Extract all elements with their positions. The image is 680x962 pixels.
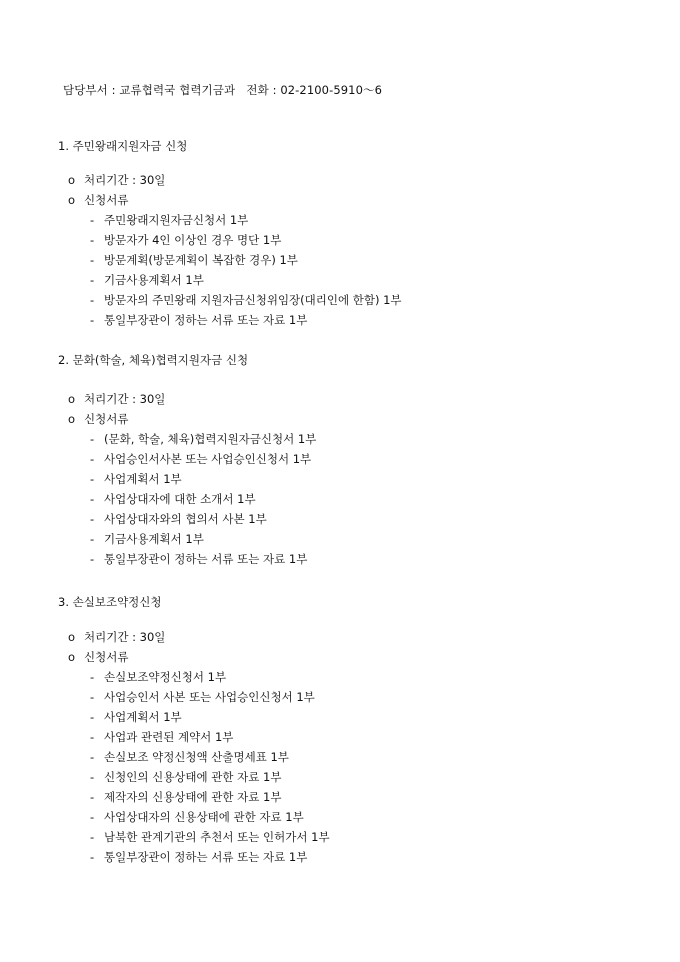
- section-title: 3. 손실보조약정신청: [58, 595, 162, 609]
- required-docs-heading: [68, 647, 658, 667]
- list-item: [90, 747, 658, 767]
- dash-icon: -: [90, 532, 95, 546]
- bullet-icon: o: [68, 173, 76, 187]
- dash-icon: -: [90, 710, 95, 724]
- required-docs-list: [68, 210, 658, 330]
- dash-icon: -: [90, 452, 95, 466]
- required-docs-label: 신청서류: [84, 412, 129, 426]
- list-item: [90, 449, 658, 469]
- dash-icon: -: [90, 552, 95, 566]
- list-item: [90, 667, 658, 687]
- list-item: [90, 767, 658, 787]
- section-details: [68, 627, 658, 867]
- required-docs-label: 신청서류: [84, 650, 129, 664]
- doc-item-text: 사업상대자에 대한 소개서 1부: [104, 492, 256, 506]
- doc-item-text: 사업승인서 사본 또는 사업승인신청서 1부: [104, 690, 315, 704]
- doc-item-text: 통일부장관이 정하는 서류 또는 자료 1부: [104, 313, 308, 327]
- doc-item-text: 신청인의 신용상태에 관한 자료 1부: [104, 770, 282, 784]
- section-resident-exchange: [58, 136, 658, 330]
- required-docs-heading: [68, 409, 658, 429]
- processing-period-text: 처리기간 : 30일: [84, 392, 166, 406]
- list-item: [90, 469, 658, 489]
- dash-icon: -: [90, 293, 95, 307]
- dash-icon: -: [90, 213, 95, 227]
- required-docs-list: [68, 429, 658, 569]
- list-item: [90, 707, 658, 727]
- doc-item-text: 남북한 관계기관의 추천서 또는 인허가서 1부: [104, 830, 330, 844]
- processing-period: [68, 389, 658, 409]
- dash-icon: -: [90, 233, 95, 247]
- list-item: [90, 230, 658, 250]
- doc-item-text: 통일부장관이 정하는 서류 또는 자료 1부: [104, 552, 308, 566]
- dash-icon: -: [90, 253, 95, 267]
- processing-period-text: 처리기간 : 30일: [84, 630, 166, 644]
- list-item: [90, 509, 658, 529]
- processing-period: [68, 627, 658, 647]
- dash-icon: -: [90, 790, 95, 804]
- required-docs-label: 신청서류: [84, 193, 129, 207]
- doc-item-text: 방문계획(방문계획이 복잡한 경우) 1부: [104, 253, 298, 267]
- doc-item-text: 통일부장관이 정하는 서류 또는 자료 1부: [104, 850, 308, 864]
- section-cultural-cooperation: [58, 350, 658, 569]
- list-item: [90, 687, 658, 707]
- list-item: [90, 429, 658, 449]
- section-loss-subsidy: [58, 592, 658, 867]
- dash-icon: -: [90, 273, 95, 287]
- bullet-icon: o: [68, 412, 76, 426]
- list-item: [90, 727, 658, 747]
- dash-icon: -: [90, 730, 95, 744]
- doc-item-text: 제작자의 신용상태에 관한 자료 1부: [104, 790, 282, 804]
- dash-icon: -: [90, 810, 95, 824]
- list-item: [90, 310, 658, 330]
- doc-item-text: 방문자가 4인 이상인 경우 명단 1부: [104, 233, 282, 247]
- processing-period-text: 처리기간 : 30일: [84, 173, 166, 187]
- required-docs-list: [68, 667, 658, 867]
- list-item: [90, 489, 658, 509]
- contact-info: 담당부서 : 교류협력국 협력기금과 전화 : 02-2100-5910～6: [63, 83, 383, 97]
- dash-icon: -: [90, 472, 95, 486]
- list-item: [90, 787, 658, 807]
- list-item: [90, 270, 658, 290]
- dash-icon: -: [90, 690, 95, 704]
- processing-period: [68, 170, 658, 190]
- dash-icon: -: [90, 830, 95, 844]
- bullet-icon: o: [68, 392, 76, 406]
- doc-item-text: 사업과 관련된 계약서 1부: [104, 730, 234, 744]
- list-item: [90, 210, 658, 230]
- list-item: [90, 529, 658, 549]
- doc-item-text: (문화, 학술, 체육)협력지원자금신청서 1부: [104, 432, 317, 446]
- dash-icon: -: [90, 770, 95, 784]
- doc-item-text: 방문자의 주민왕래 지원자금신청위임장(대리인에 한함) 1부: [104, 293, 402, 307]
- doc-item-text: 손실보조약정신청서 1부: [104, 670, 227, 684]
- list-item: [90, 847, 658, 867]
- section-title: 1. 주민왕래지원자금 신청: [58, 139, 188, 153]
- doc-item-text: 기금사용계획서 1부: [104, 532, 204, 546]
- dash-icon: -: [90, 670, 95, 684]
- doc-item-text: 주민왕래지원자금신청서 1부: [104, 213, 249, 227]
- dash-icon: -: [90, 512, 95, 526]
- doc-item-text: 사업상대자와의 협의서 사본 1부: [104, 512, 267, 526]
- section-details: [68, 170, 658, 330]
- required-docs-heading: [68, 190, 658, 210]
- doc-item-text: 사업계획서 1부: [104, 710, 182, 724]
- doc-item-text: 손실보조 약정신청액 산출명세표 1부: [104, 750, 289, 764]
- doc-item-text: 사업계획서 1부: [104, 472, 182, 486]
- bullet-icon: o: [68, 630, 76, 644]
- section-title: 2. 문화(학술, 체육)협력지원자금 신청: [58, 353, 249, 367]
- doc-item-text: 사업상대자의 신용상태에 관한 자료 1부: [104, 810, 304, 824]
- doc-item-text: 기금사용계획서 1부: [104, 273, 204, 287]
- list-item: [90, 807, 658, 827]
- dash-icon: -: [90, 492, 95, 506]
- bullet-icon: o: [68, 650, 76, 664]
- dash-icon: -: [90, 313, 95, 327]
- dash-icon: -: [90, 432, 95, 446]
- list-item: [90, 549, 658, 569]
- list-item: [90, 290, 658, 310]
- section-details: [68, 389, 658, 569]
- list-item: [90, 827, 658, 847]
- bullet-icon: o: [68, 193, 76, 207]
- list-item: [90, 250, 658, 270]
- dash-icon: -: [90, 750, 95, 764]
- dash-icon: -: [90, 850, 95, 864]
- doc-item-text: 사업승인서사본 또는 사업승인신청서 1부: [104, 452, 312, 466]
